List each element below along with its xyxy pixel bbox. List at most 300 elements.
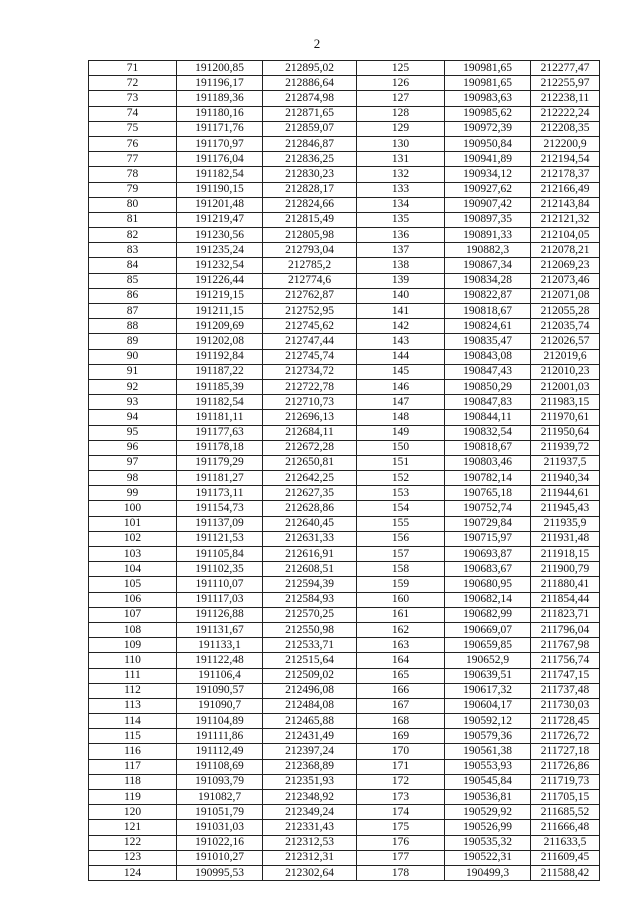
point-number-cell: 132 — [357, 167, 445, 182]
x-coordinate-cell: 191189,36 — [177, 91, 263, 106]
point-number-cell: 94 — [89, 410, 177, 425]
point-number-cell: 76 — [89, 136, 177, 151]
x-coordinate-cell: 191181,11 — [177, 410, 263, 425]
y-coordinate-cell: 211737,48 — [531, 683, 600, 698]
point-number-cell: 89 — [89, 334, 177, 349]
point-number-cell: 118 — [89, 774, 177, 789]
x-coordinate-cell: 191126,88 — [177, 607, 263, 622]
y-coordinate-cell: 212684,11 — [263, 425, 357, 440]
y-coordinate-cell: 211588,42 — [531, 865, 600, 880]
y-coordinate-cell: 212302,64 — [263, 865, 357, 880]
x-coordinate-cell: 190561,38 — [445, 744, 531, 759]
x-coordinate-cell: 190752,74 — [445, 501, 531, 516]
x-coordinate-cell: 190652,9 — [445, 653, 531, 668]
y-coordinate-cell: 211935,9 — [531, 516, 600, 531]
point-number-cell: 74 — [89, 106, 177, 121]
y-coordinate-cell: 212200,9 — [531, 136, 600, 151]
table-row — [89, 106, 600, 121]
y-coordinate-cell: 212208,35 — [531, 121, 600, 136]
point-number-cell: 160 — [357, 592, 445, 607]
point-number-cell: 171 — [357, 759, 445, 774]
point-number-cell: 115 — [89, 729, 177, 744]
x-coordinate-cell: 191230,56 — [177, 228, 263, 243]
x-coordinate-cell: 190782,14 — [445, 471, 531, 486]
y-coordinate-cell: 212762,87 — [263, 288, 357, 303]
x-coordinate-cell: 191181,27 — [177, 471, 263, 486]
table-row — [89, 501, 600, 516]
table-row — [89, 455, 600, 470]
point-number-cell: 168 — [357, 714, 445, 729]
y-coordinate-cell: 211719,73 — [531, 774, 600, 789]
point-number-cell: 135 — [357, 212, 445, 227]
x-coordinate-cell: 190941,89 — [445, 152, 531, 167]
table-row — [89, 197, 600, 212]
table-row — [89, 425, 600, 440]
point-number-cell: 131 — [357, 152, 445, 167]
table-row — [89, 212, 600, 227]
point-number-cell: 90 — [89, 349, 177, 364]
coordinates-table — [88, 60, 600, 881]
x-coordinate-cell: 191093,79 — [177, 774, 263, 789]
x-coordinate-cell: 190693,87 — [445, 547, 531, 562]
y-coordinate-cell: 211727,18 — [531, 744, 600, 759]
x-coordinate-cell: 191133,1 — [177, 638, 263, 653]
point-number-cell: 77 — [89, 152, 177, 167]
point-number-cell: 173 — [357, 790, 445, 805]
point-number-cell: 165 — [357, 668, 445, 683]
y-coordinate-cell: 212222,24 — [531, 106, 600, 121]
point-number-cell: 99 — [89, 486, 177, 501]
point-number-cell: 126 — [357, 76, 445, 91]
x-coordinate-cell: 191010,27 — [177, 850, 263, 865]
x-coordinate-cell: 191200,85 — [177, 61, 263, 76]
point-number-cell: 113 — [89, 698, 177, 713]
y-coordinate-cell: 212312,53 — [263, 835, 357, 850]
y-coordinate-cell: 211854,44 — [531, 592, 600, 607]
point-number-cell: 161 — [357, 607, 445, 622]
y-coordinate-cell: 212836,25 — [263, 152, 357, 167]
point-number-cell: 98 — [89, 471, 177, 486]
x-coordinate-cell: 191235,24 — [177, 243, 263, 258]
y-coordinate-cell: 212642,25 — [263, 471, 357, 486]
x-coordinate-cell: 191180,16 — [177, 106, 263, 121]
x-coordinate-cell: 190818,67 — [445, 440, 531, 455]
x-coordinate-cell: 190847,83 — [445, 395, 531, 410]
point-number-cell: 141 — [357, 304, 445, 319]
x-coordinate-cell: 190897,35 — [445, 212, 531, 227]
x-coordinate-cell: 190682,99 — [445, 607, 531, 622]
point-number-cell: 136 — [357, 228, 445, 243]
y-coordinate-cell: 212121,32 — [531, 212, 600, 227]
point-number-cell: 119 — [89, 790, 177, 805]
point-number-cell: 120 — [89, 805, 177, 820]
y-coordinate-cell: 212349,24 — [263, 805, 357, 820]
point-number-cell: 100 — [89, 501, 177, 516]
y-coordinate-cell: 212594,39 — [263, 577, 357, 592]
y-coordinate-cell: 212104,05 — [531, 228, 600, 243]
y-coordinate-cell: 212871,65 — [263, 106, 357, 121]
table-row — [89, 243, 600, 258]
x-coordinate-cell: 190972,39 — [445, 121, 531, 136]
x-coordinate-cell: 191209,69 — [177, 319, 263, 334]
point-number-cell: 79 — [89, 182, 177, 197]
point-number-cell: 93 — [89, 395, 177, 410]
y-coordinate-cell: 211900,79 — [531, 562, 600, 577]
point-number-cell: 122 — [89, 835, 177, 850]
y-coordinate-cell: 212055,28 — [531, 304, 600, 319]
x-coordinate-cell: 191192,84 — [177, 349, 263, 364]
y-coordinate-cell: 212828,17 — [263, 182, 357, 197]
table-row — [89, 182, 600, 197]
x-coordinate-cell: 190535,32 — [445, 835, 531, 850]
y-coordinate-cell: 212874,98 — [263, 91, 357, 106]
x-coordinate-cell: 191090,57 — [177, 683, 263, 698]
point-number-cell: 169 — [357, 729, 445, 744]
x-coordinate-cell: 191201,48 — [177, 197, 263, 212]
table-row — [89, 486, 600, 501]
point-number-cell: 159 — [357, 577, 445, 592]
x-coordinate-cell: 190867,34 — [445, 258, 531, 273]
x-coordinate-cell: 190927,62 — [445, 182, 531, 197]
y-coordinate-cell: 211970,61 — [531, 410, 600, 425]
y-coordinate-cell: 212627,35 — [263, 486, 357, 501]
y-coordinate-cell: 211767,98 — [531, 638, 600, 653]
x-coordinate-cell: 190985,62 — [445, 106, 531, 121]
table-row — [89, 76, 600, 91]
y-coordinate-cell: 211880,41 — [531, 577, 600, 592]
x-coordinate-cell: 190579,36 — [445, 729, 531, 744]
x-coordinate-cell: 191122,48 — [177, 653, 263, 668]
point-number-cell: 178 — [357, 865, 445, 880]
table-row — [89, 622, 600, 637]
table-row — [89, 471, 600, 486]
table-row — [89, 562, 600, 577]
point-number-cell: 128 — [357, 106, 445, 121]
point-number-cell: 152 — [357, 471, 445, 486]
point-number-cell: 110 — [89, 653, 177, 668]
y-coordinate-cell: 212035,74 — [531, 319, 600, 334]
point-number-cell: 109 — [89, 638, 177, 653]
table-row — [89, 395, 600, 410]
y-coordinate-cell: 211937,5 — [531, 455, 600, 470]
table-row — [89, 167, 600, 182]
point-number-cell: 144 — [357, 349, 445, 364]
point-number-cell: 96 — [89, 440, 177, 455]
x-coordinate-cell: 191179,29 — [177, 455, 263, 470]
x-coordinate-cell: 190659,85 — [445, 638, 531, 653]
x-coordinate-cell: 191187,22 — [177, 364, 263, 379]
table-row — [89, 152, 600, 167]
point-number-cell: 134 — [357, 197, 445, 212]
y-coordinate-cell: 212895,02 — [263, 61, 357, 76]
table-row — [89, 820, 600, 835]
y-coordinate-cell: 212672,28 — [263, 440, 357, 455]
table-row — [89, 668, 600, 683]
x-coordinate-cell: 191106,4 — [177, 668, 263, 683]
x-coordinate-cell: 191196,17 — [177, 76, 263, 91]
table-row — [89, 334, 600, 349]
point-number-cell: 167 — [357, 698, 445, 713]
table-row — [89, 547, 600, 562]
y-coordinate-cell: 212238,11 — [531, 91, 600, 106]
x-coordinate-cell: 191022,16 — [177, 835, 263, 850]
table-row — [89, 577, 600, 592]
y-coordinate-cell: 212584,93 — [263, 592, 357, 607]
point-number-cell: 130 — [357, 136, 445, 151]
table-row — [89, 790, 600, 805]
x-coordinate-cell: 190832,54 — [445, 425, 531, 440]
point-number-cell: 107 — [89, 607, 177, 622]
x-coordinate-cell: 190592,12 — [445, 714, 531, 729]
point-number-cell: 86 — [89, 288, 177, 303]
y-coordinate-cell: 212465,88 — [263, 714, 357, 729]
table-row — [89, 714, 600, 729]
y-coordinate-cell: 212255,97 — [531, 76, 600, 91]
x-coordinate-cell: 190995,53 — [177, 865, 263, 880]
point-number-cell: 95 — [89, 425, 177, 440]
y-coordinate-cell: 212640,45 — [263, 516, 357, 531]
x-coordinate-cell: 191031,03 — [177, 820, 263, 835]
point-number-cell: 147 — [357, 395, 445, 410]
x-coordinate-cell: 191190,15 — [177, 182, 263, 197]
x-coordinate-cell: 190934,12 — [445, 167, 531, 182]
x-coordinate-cell: 190617,32 — [445, 683, 531, 698]
y-coordinate-cell: 212774,6 — [263, 273, 357, 288]
point-number-cell: 146 — [357, 379, 445, 394]
point-number-cell: 117 — [89, 759, 177, 774]
x-coordinate-cell: 191051,79 — [177, 805, 263, 820]
x-coordinate-cell: 191170,97 — [177, 136, 263, 151]
y-coordinate-cell: 212166,49 — [531, 182, 600, 197]
point-number-cell: 157 — [357, 547, 445, 562]
point-number-cell: 105 — [89, 577, 177, 592]
y-coordinate-cell: 212019,6 — [531, 349, 600, 364]
table-row — [89, 835, 600, 850]
x-coordinate-cell: 191102,35 — [177, 562, 263, 577]
y-coordinate-cell: 212805,98 — [263, 228, 357, 243]
y-coordinate-cell: 212550,98 — [263, 622, 357, 637]
y-coordinate-cell: 211705,15 — [531, 790, 600, 805]
table-row — [89, 364, 600, 379]
point-number-cell: 145 — [357, 364, 445, 379]
y-coordinate-cell: 212178,37 — [531, 167, 600, 182]
x-coordinate-cell: 190981,65 — [445, 76, 531, 91]
table-row — [89, 136, 600, 151]
x-coordinate-cell: 190522,31 — [445, 850, 531, 865]
y-coordinate-cell: 211983,15 — [531, 395, 600, 410]
point-number-cell: 123 — [89, 850, 177, 865]
y-coordinate-cell: 211747,15 — [531, 668, 600, 683]
y-coordinate-cell: 212026,57 — [531, 334, 600, 349]
point-number-cell: 114 — [89, 714, 177, 729]
point-number-cell: 176 — [357, 835, 445, 850]
point-number-cell: 127 — [357, 91, 445, 106]
table-row — [89, 61, 600, 76]
y-coordinate-cell: 212824,66 — [263, 197, 357, 212]
y-coordinate-cell: 212722,78 — [263, 379, 357, 394]
y-coordinate-cell: 211918,15 — [531, 547, 600, 562]
x-coordinate-cell: 190529,92 — [445, 805, 531, 820]
point-number-cell: 133 — [357, 182, 445, 197]
x-coordinate-cell: 190683,67 — [445, 562, 531, 577]
coordinates-table-body — [89, 61, 600, 881]
point-number-cell: 116 — [89, 744, 177, 759]
y-coordinate-cell: 212312,31 — [263, 850, 357, 865]
y-coordinate-cell: 212397,24 — [263, 744, 357, 759]
point-number-cell: 91 — [89, 364, 177, 379]
x-coordinate-cell: 191226,44 — [177, 273, 263, 288]
y-coordinate-cell: 212073,46 — [531, 273, 600, 288]
x-coordinate-cell: 190545,84 — [445, 774, 531, 789]
table-row — [89, 698, 600, 713]
y-coordinate-cell: 212570,25 — [263, 607, 357, 622]
y-coordinate-cell: 212745,74 — [263, 349, 357, 364]
point-number-cell: 164 — [357, 653, 445, 668]
y-coordinate-cell: 212745,62 — [263, 319, 357, 334]
point-number-cell: 137 — [357, 243, 445, 258]
x-coordinate-cell: 191219,47 — [177, 212, 263, 227]
y-coordinate-cell: 211730,03 — [531, 698, 600, 713]
y-coordinate-cell: 212734,72 — [263, 364, 357, 379]
x-coordinate-cell: 190715,97 — [445, 531, 531, 546]
point-number-cell: 151 — [357, 455, 445, 470]
x-coordinate-cell: 190553,93 — [445, 759, 531, 774]
point-number-cell: 97 — [89, 455, 177, 470]
x-coordinate-cell: 191182,54 — [177, 395, 263, 410]
y-coordinate-cell: 212650,81 — [263, 455, 357, 470]
y-coordinate-cell: 212348,92 — [263, 790, 357, 805]
table-row — [89, 592, 600, 607]
y-coordinate-cell: 212793,04 — [263, 243, 357, 258]
y-coordinate-cell: 211726,86 — [531, 759, 600, 774]
point-number-cell: 103 — [89, 547, 177, 562]
x-coordinate-cell: 190526,99 — [445, 820, 531, 835]
point-number-cell: 177 — [357, 850, 445, 865]
y-coordinate-cell: 212484,08 — [263, 698, 357, 713]
y-coordinate-cell: 212431,49 — [263, 729, 357, 744]
x-coordinate-cell: 190844,11 — [445, 410, 531, 425]
x-coordinate-cell: 191177,63 — [177, 425, 263, 440]
y-coordinate-cell: 212608,51 — [263, 562, 357, 577]
y-coordinate-cell: 212331,43 — [263, 820, 357, 835]
x-coordinate-cell: 190882,3 — [445, 243, 531, 258]
x-coordinate-cell: 191232,54 — [177, 258, 263, 273]
point-number-cell: 156 — [357, 531, 445, 546]
x-coordinate-cell: 191117,03 — [177, 592, 263, 607]
x-coordinate-cell: 191121,53 — [177, 531, 263, 546]
table-row — [89, 865, 600, 880]
point-number-cell: 166 — [357, 683, 445, 698]
x-coordinate-cell: 190981,65 — [445, 61, 531, 76]
y-coordinate-cell: 211944,61 — [531, 486, 600, 501]
y-coordinate-cell: 212515,64 — [263, 653, 357, 668]
point-number-cell: 80 — [89, 197, 177, 212]
x-coordinate-cell: 190835,47 — [445, 334, 531, 349]
y-coordinate-cell: 212886,64 — [263, 76, 357, 91]
y-coordinate-cell: 211823,71 — [531, 607, 600, 622]
point-number-cell: 112 — [89, 683, 177, 698]
y-coordinate-cell: 212194,54 — [531, 152, 600, 167]
x-coordinate-cell: 190765,18 — [445, 486, 531, 501]
x-coordinate-cell: 191090,7 — [177, 698, 263, 713]
y-coordinate-cell: 211945,43 — [531, 501, 600, 516]
y-coordinate-cell: 212496,08 — [263, 683, 357, 698]
x-coordinate-cell: 191202,08 — [177, 334, 263, 349]
table-row — [89, 273, 600, 288]
y-coordinate-cell: 212143,84 — [531, 197, 600, 212]
x-coordinate-cell: 190639,51 — [445, 668, 531, 683]
y-coordinate-cell: 212696,13 — [263, 410, 357, 425]
point-number-cell: 121 — [89, 820, 177, 835]
y-coordinate-cell: 212533,71 — [263, 638, 357, 653]
y-coordinate-cell: 211609,45 — [531, 850, 600, 865]
y-coordinate-cell: 212846,87 — [263, 136, 357, 151]
y-coordinate-cell: 211796,04 — [531, 622, 600, 637]
point-number-cell: 104 — [89, 562, 177, 577]
y-coordinate-cell: 211728,45 — [531, 714, 600, 729]
table-row — [89, 638, 600, 653]
table-row — [89, 319, 600, 334]
x-coordinate-cell: 190834,28 — [445, 273, 531, 288]
y-coordinate-cell: 212785,2 — [263, 258, 357, 273]
y-coordinate-cell: 212509,02 — [263, 668, 357, 683]
point-number-cell: 106 — [89, 592, 177, 607]
table-row — [89, 379, 600, 394]
y-coordinate-cell: 212815,49 — [263, 212, 357, 227]
point-number-cell: 87 — [89, 304, 177, 319]
page-number: 2 — [313, 36, 321, 51]
x-coordinate-cell: 191176,04 — [177, 152, 263, 167]
x-coordinate-cell: 190891,33 — [445, 228, 531, 243]
x-coordinate-cell: 191185,39 — [177, 379, 263, 394]
x-coordinate-cell: 191131,67 — [177, 622, 263, 637]
table-row — [89, 607, 600, 622]
table-row — [89, 258, 600, 273]
point-number-cell: 153 — [357, 486, 445, 501]
x-coordinate-cell: 190822,87 — [445, 288, 531, 303]
table-row — [89, 121, 600, 136]
table-row — [89, 805, 600, 820]
x-coordinate-cell: 190680,95 — [445, 577, 531, 592]
table-row — [89, 91, 600, 106]
y-coordinate-cell: 212001,03 — [531, 379, 600, 394]
y-coordinate-cell: 212631,33 — [263, 531, 357, 546]
point-number-cell: 82 — [89, 228, 177, 243]
y-coordinate-cell: 212628,86 — [263, 501, 357, 516]
table-row — [89, 288, 600, 303]
point-number-cell: 162 — [357, 622, 445, 637]
point-number-cell: 140 — [357, 288, 445, 303]
x-coordinate-cell: 191082,7 — [177, 790, 263, 805]
point-number-cell: 84 — [89, 258, 177, 273]
x-coordinate-cell: 190536,81 — [445, 790, 531, 805]
x-coordinate-cell: 191171,76 — [177, 121, 263, 136]
x-coordinate-cell: 190907,42 — [445, 197, 531, 212]
x-coordinate-cell: 191178,18 — [177, 440, 263, 455]
point-number-cell: 139 — [357, 273, 445, 288]
y-coordinate-cell: 212830,23 — [263, 167, 357, 182]
y-coordinate-cell: 211726,72 — [531, 729, 600, 744]
point-number-cell: 158 — [357, 562, 445, 577]
table-row — [89, 683, 600, 698]
point-number-cell: 111 — [89, 668, 177, 683]
x-coordinate-cell: 191108,69 — [177, 759, 263, 774]
point-number-cell: 83 — [89, 243, 177, 258]
x-coordinate-cell: 191110,07 — [177, 577, 263, 592]
point-number-cell: 101 — [89, 516, 177, 531]
x-coordinate-cell: 190669,07 — [445, 622, 531, 637]
x-coordinate-cell: 190729,84 — [445, 516, 531, 531]
